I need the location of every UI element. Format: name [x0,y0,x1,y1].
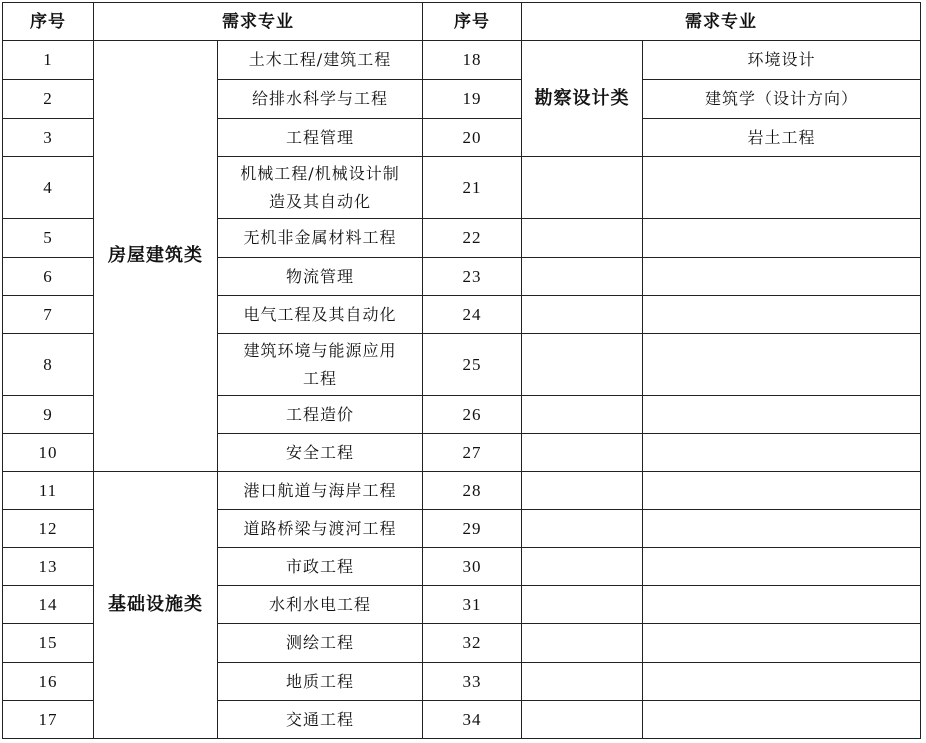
seq-cell: 19 [423,80,522,119]
major-cell: 港口航道与海岸工程 [218,472,423,510]
empty-cell [522,701,643,739]
seq-cell: 20 [423,119,522,157]
empty-cell [643,219,921,258]
table-row [3,472,921,510]
empty-cell [522,396,643,434]
major-cell: 电气工程及其自动化 [218,296,423,334]
major-cell: 交通工程 [218,701,423,739]
seq-cell: 33 [423,663,522,701]
seq-cell: 6 [3,258,94,296]
empty-cell [522,334,643,396]
empty-cell [522,586,643,624]
header-seq-2: 序号 [423,3,522,41]
major-cell: 水利水电工程 [218,586,423,624]
major-cell: 道路桥梁与渡河工程 [218,510,423,548]
seq-cell: 27 [423,434,522,472]
major-cell: 环境设计 [643,41,921,80]
empty-cell [643,548,921,586]
seq-cell: 10 [3,434,94,472]
seq-cell: 18 [423,41,522,80]
header-major-2: 需求专业 [522,3,921,41]
category-survey: 勘察设计类 [522,41,643,157]
empty-cell [522,548,643,586]
major-cell: 市政工程 [218,548,423,586]
empty-cell [522,510,643,548]
empty-cell [643,396,921,434]
major-cell: 工程管理 [218,119,423,157]
header-seq-1: 序号 [3,3,94,41]
empty-cell [522,219,643,258]
empty-cell [643,663,921,701]
seq-cell: 1 [3,41,94,80]
seq-cell: 4 [3,157,94,219]
empty-cell [643,296,921,334]
major-line: 造及其自动化 [268,191,371,211]
category-infrastructure: 基础设施类 [94,472,218,739]
table-row [3,41,921,80]
category-housing: 房屋建筑类 [94,41,218,472]
empty-cell [522,258,643,296]
empty-cell [522,663,643,701]
major-cell: 地质工程 [218,663,423,701]
seq-cell: 31 [423,586,522,624]
seq-cell: 26 [423,396,522,434]
major-cell [218,334,423,396]
seq-cell: 22 [423,219,522,258]
empty-cell [643,434,921,472]
seq-cell: 32 [423,624,522,663]
empty-cell [643,258,921,296]
seq-cell: 30 [423,548,522,586]
seq-cell: 21 [423,157,522,219]
empty-cell [643,510,921,548]
major-cell: 岩土工程 [643,119,921,157]
empty-cell [643,334,921,396]
major-cell: 物流管理 [218,258,423,296]
seq-cell: 23 [423,258,522,296]
major-line: 建筑环境与能源应用 [243,340,397,360]
seq-cell: 13 [3,548,94,586]
seq-cell: 5 [3,219,94,258]
seq-cell: 9 [3,396,94,434]
seq-cell: 16 [3,663,94,701]
major-cell: 安全工程 [218,434,423,472]
empty-cell [522,157,643,219]
major-line: 工程 [302,368,337,388]
seq-cell: 12 [3,510,94,548]
seq-cell: 25 [423,334,522,396]
header-major-1: 需求专业 [94,3,423,41]
major-line: 机械工程/机械设计制 [240,163,400,183]
major-cell: 无机非金属材料工程 [218,219,423,258]
empty-cell [643,624,921,663]
empty-cell [522,624,643,663]
major-cell: 建筑学（设计方向） [643,80,921,119]
seq-cell: 11 [3,472,94,510]
major-cell: 测绘工程 [218,624,423,663]
major-cell: 给排水科学与工程 [218,80,423,119]
seq-cell: 7 [3,296,94,334]
majors-table [2,2,921,739]
seq-cell: 24 [423,296,522,334]
seq-cell: 17 [3,701,94,739]
empty-cell [643,472,921,510]
empty-cell [522,472,643,510]
seq-cell: 8 [3,334,94,396]
seq-cell: 14 [3,586,94,624]
seq-cell: 2 [3,80,94,119]
major-cell: 工程造价 [218,396,423,434]
header-row [3,3,921,41]
empty-cell [643,157,921,219]
seq-cell: 3 [3,119,94,157]
major-cell: 土木工程/建筑工程 [218,41,423,80]
empty-cell [522,296,643,334]
empty-cell [522,434,643,472]
empty-cell [643,586,921,624]
seq-cell: 29 [423,510,522,548]
seq-cell: 15 [3,624,94,663]
major-cell [218,157,423,219]
seq-cell: 28 [423,472,522,510]
empty-cell [643,701,921,739]
seq-cell: 34 [423,701,522,739]
